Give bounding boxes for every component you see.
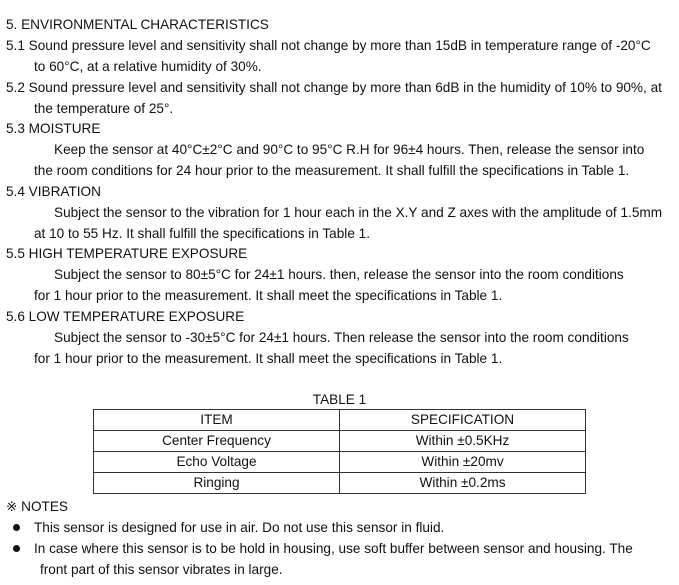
table-cell: Echo Voltage <box>94 452 340 473</box>
section-5-3-title: 5.3 MOISTURE <box>6 121 101 136</box>
table-cell: Within ±20mv <box>340 452 586 473</box>
table-cell: Ringing <box>94 473 340 494</box>
table-row <box>94 431 586 452</box>
table-header-item: ITEM <box>94 410 340 431</box>
section-5-5-text: Subject the sensor to 80±5°C for 24±1 hours. then, release the sensor into the room conditions <box>54 267 624 282</box>
table-caption: TABLE 1 <box>312 392 367 407</box>
section-5-5-title: 5.5 HIGH TEMPERATURE EXPOSURE <box>6 246 248 261</box>
section-5-4-text: Subject the sensor to the vibration for 1 hour each in the X.Y and Z axes with the amplitude of 1.5mm <box>54 205 663 220</box>
section-5-6-text-cont: for 1 hour prior to the measurement. It shall meet the specifications in Table 1. <box>34 351 503 366</box>
section-5-4-text-cont: at 10 to 55 Hz. It shall fulfill the specifications in Table 1. <box>34 226 370 241</box>
section-5-2-text: 5.2 Sound pressure level and sensitivity shall not change by more than 6dB in the humidity of 10% to 90%, at <box>6 80 662 95</box>
section-5-3-text-cont: the room conditions for 24 hour prior to the measurement. It shall fulfill the specifications in Table 1. <box>34 163 630 178</box>
note-item: In case where this sensor is to be hold in housing, use soft buffer between sensor and housing. The <box>34 541 633 556</box>
spec-table <box>93 409 586 494</box>
section-5-2-text-cont: the temperature of 25°. <box>34 101 174 116</box>
note-item-cont: front part of this sensor vibrates in large. <box>40 562 283 577</box>
section-5-6-title: 5.6 LOW TEMPERATURE EXPOSURE <box>6 309 245 324</box>
section-5-6-text: Subject the sensor to -30±5°C for 24±1 hours. Then release the sensor into the room conditions <box>54 330 629 345</box>
notes-title: ※ NOTES <box>6 499 68 514</box>
table-header-spec: SPECIFICATION <box>340 410 586 431</box>
table-cell: Within ±0.2ms <box>340 473 586 494</box>
bullet-icon <box>13 545 20 552</box>
table-cell: Within ±0.5KHz <box>340 431 586 452</box>
section-5-3-text: Keep the sensor at 40°C±2°C and 90°C to 95°C R.H for 96±4 hours. Then, release the sensor into <box>54 142 645 157</box>
section-5-4-title: 5.4 VIBRATION <box>6 184 101 199</box>
section-5-1-text: 5.1 Sound pressure level and sensitivity shall not change by more than 15dB in temperature range of -20°C <box>6 38 651 53</box>
table-row <box>94 452 586 473</box>
table-row <box>94 473 586 494</box>
table-header-row <box>94 410 586 431</box>
section-5-title: 5. ENVIRONMENTAL CHARACTERISTICS <box>6 17 269 32</box>
section-5-1-text-cont: to 60°C, at a relative humidity of 30%. <box>34 59 262 74</box>
table-cell: Center Frequency <box>94 431 340 452</box>
bullet-icon <box>13 524 20 531</box>
note-item: This sensor is designed for use in air. Do not use this sensor in fluid. <box>34 520 445 535</box>
section-5-5-text-cont: for 1 hour prior to the measurement. It shall meet the specifications in Table 1. <box>34 288 503 303</box>
